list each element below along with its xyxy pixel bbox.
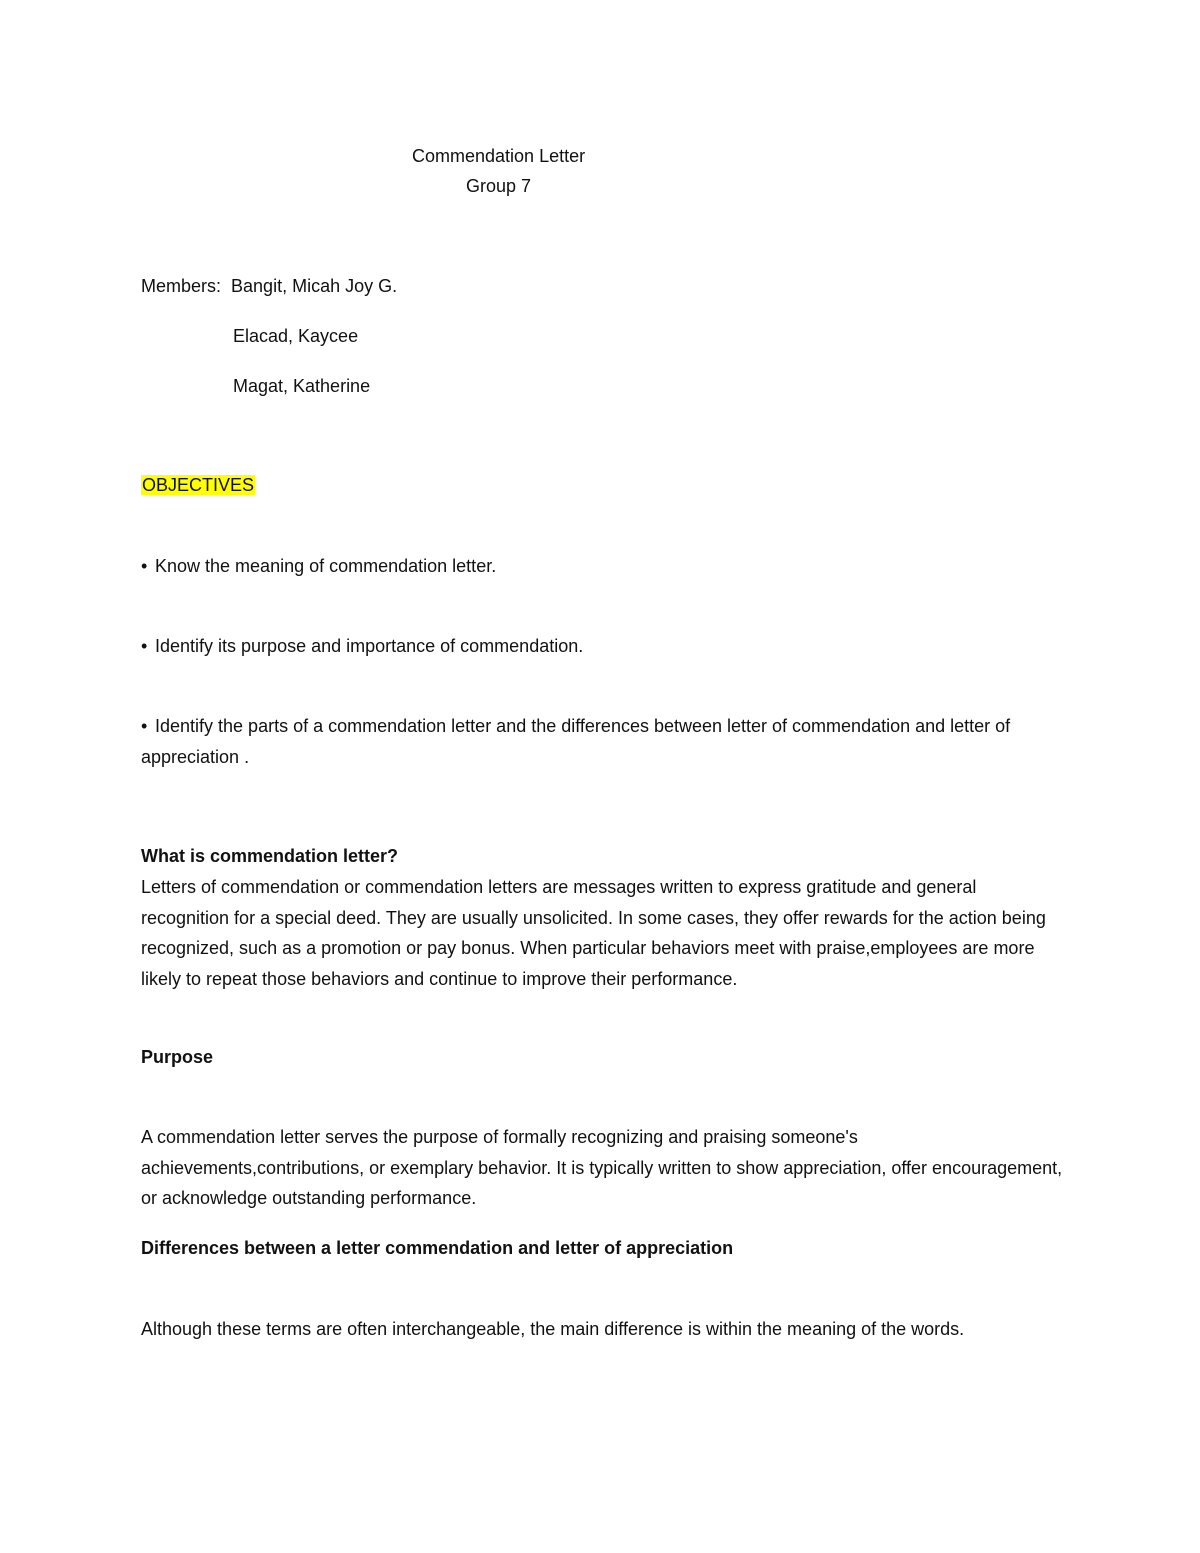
objective-text: Identify the parts of a commendation letter and the differences between letter of commendation and letter of appreciation . [141, 716, 1011, 767]
objective-item [141, 631, 583, 661]
objective-text: Know the meaning of commendation letter. [155, 556, 497, 576]
objectives-heading: OBJECTIVES [142, 475, 255, 495]
section-body-purpose: A commendation letter serves the purpose of formally recognizing and praising someone's achievements,contributions, or exemplary behavior. It is typically written to show appreciation, offer encouragement, or acknowledge outstanding performance. [141, 1127, 1063, 1208]
section-body-what: Letters of commendation or commendation letters are messages written to express gratitude and general recognition for a special deed. They are usually unsolicited. In some cases, they offer rewards for the action being recognized, such as a promotion or pay bonus. When particular behaviors meet with praise,employees are more likely to repeat those behaviors and continue to improve their performance. [141, 877, 1046, 989]
section-heading-differences: Differences between a letter commendation and letter of appreciation [141, 1238, 734, 1258]
bullet-icon: • [141, 636, 148, 656]
objectives-heading-line [141, 470, 255, 500]
section-heading-purpose: Purpose [141, 1047, 214, 1067]
document-title: Commendation Letter [412, 146, 586, 166]
member-name: Elacad, Kaycee [233, 326, 359, 346]
members-line [141, 271, 397, 301]
member-name: Bangit, Micah Joy G. [231, 276, 398, 296]
section-body-differences: Although these terms are often interchangeable, the main difference is within the meaning of the words. [141, 1319, 965, 1339]
objective-item [141, 711, 1066, 772]
objective-item [141, 551, 496, 581]
bullet-icon: • [141, 716, 148, 736]
objective-text: Identify its purpose and importance of commendation. [155, 636, 584, 656]
members-label: Members: [141, 276, 222, 296]
document-subtitle: Group 7 [466, 176, 532, 196]
section-heading-what: What is commendation letter? [141, 846, 399, 866]
bullet-icon: • [141, 556, 148, 576]
member-name: Magat, Katherine [233, 376, 371, 396]
